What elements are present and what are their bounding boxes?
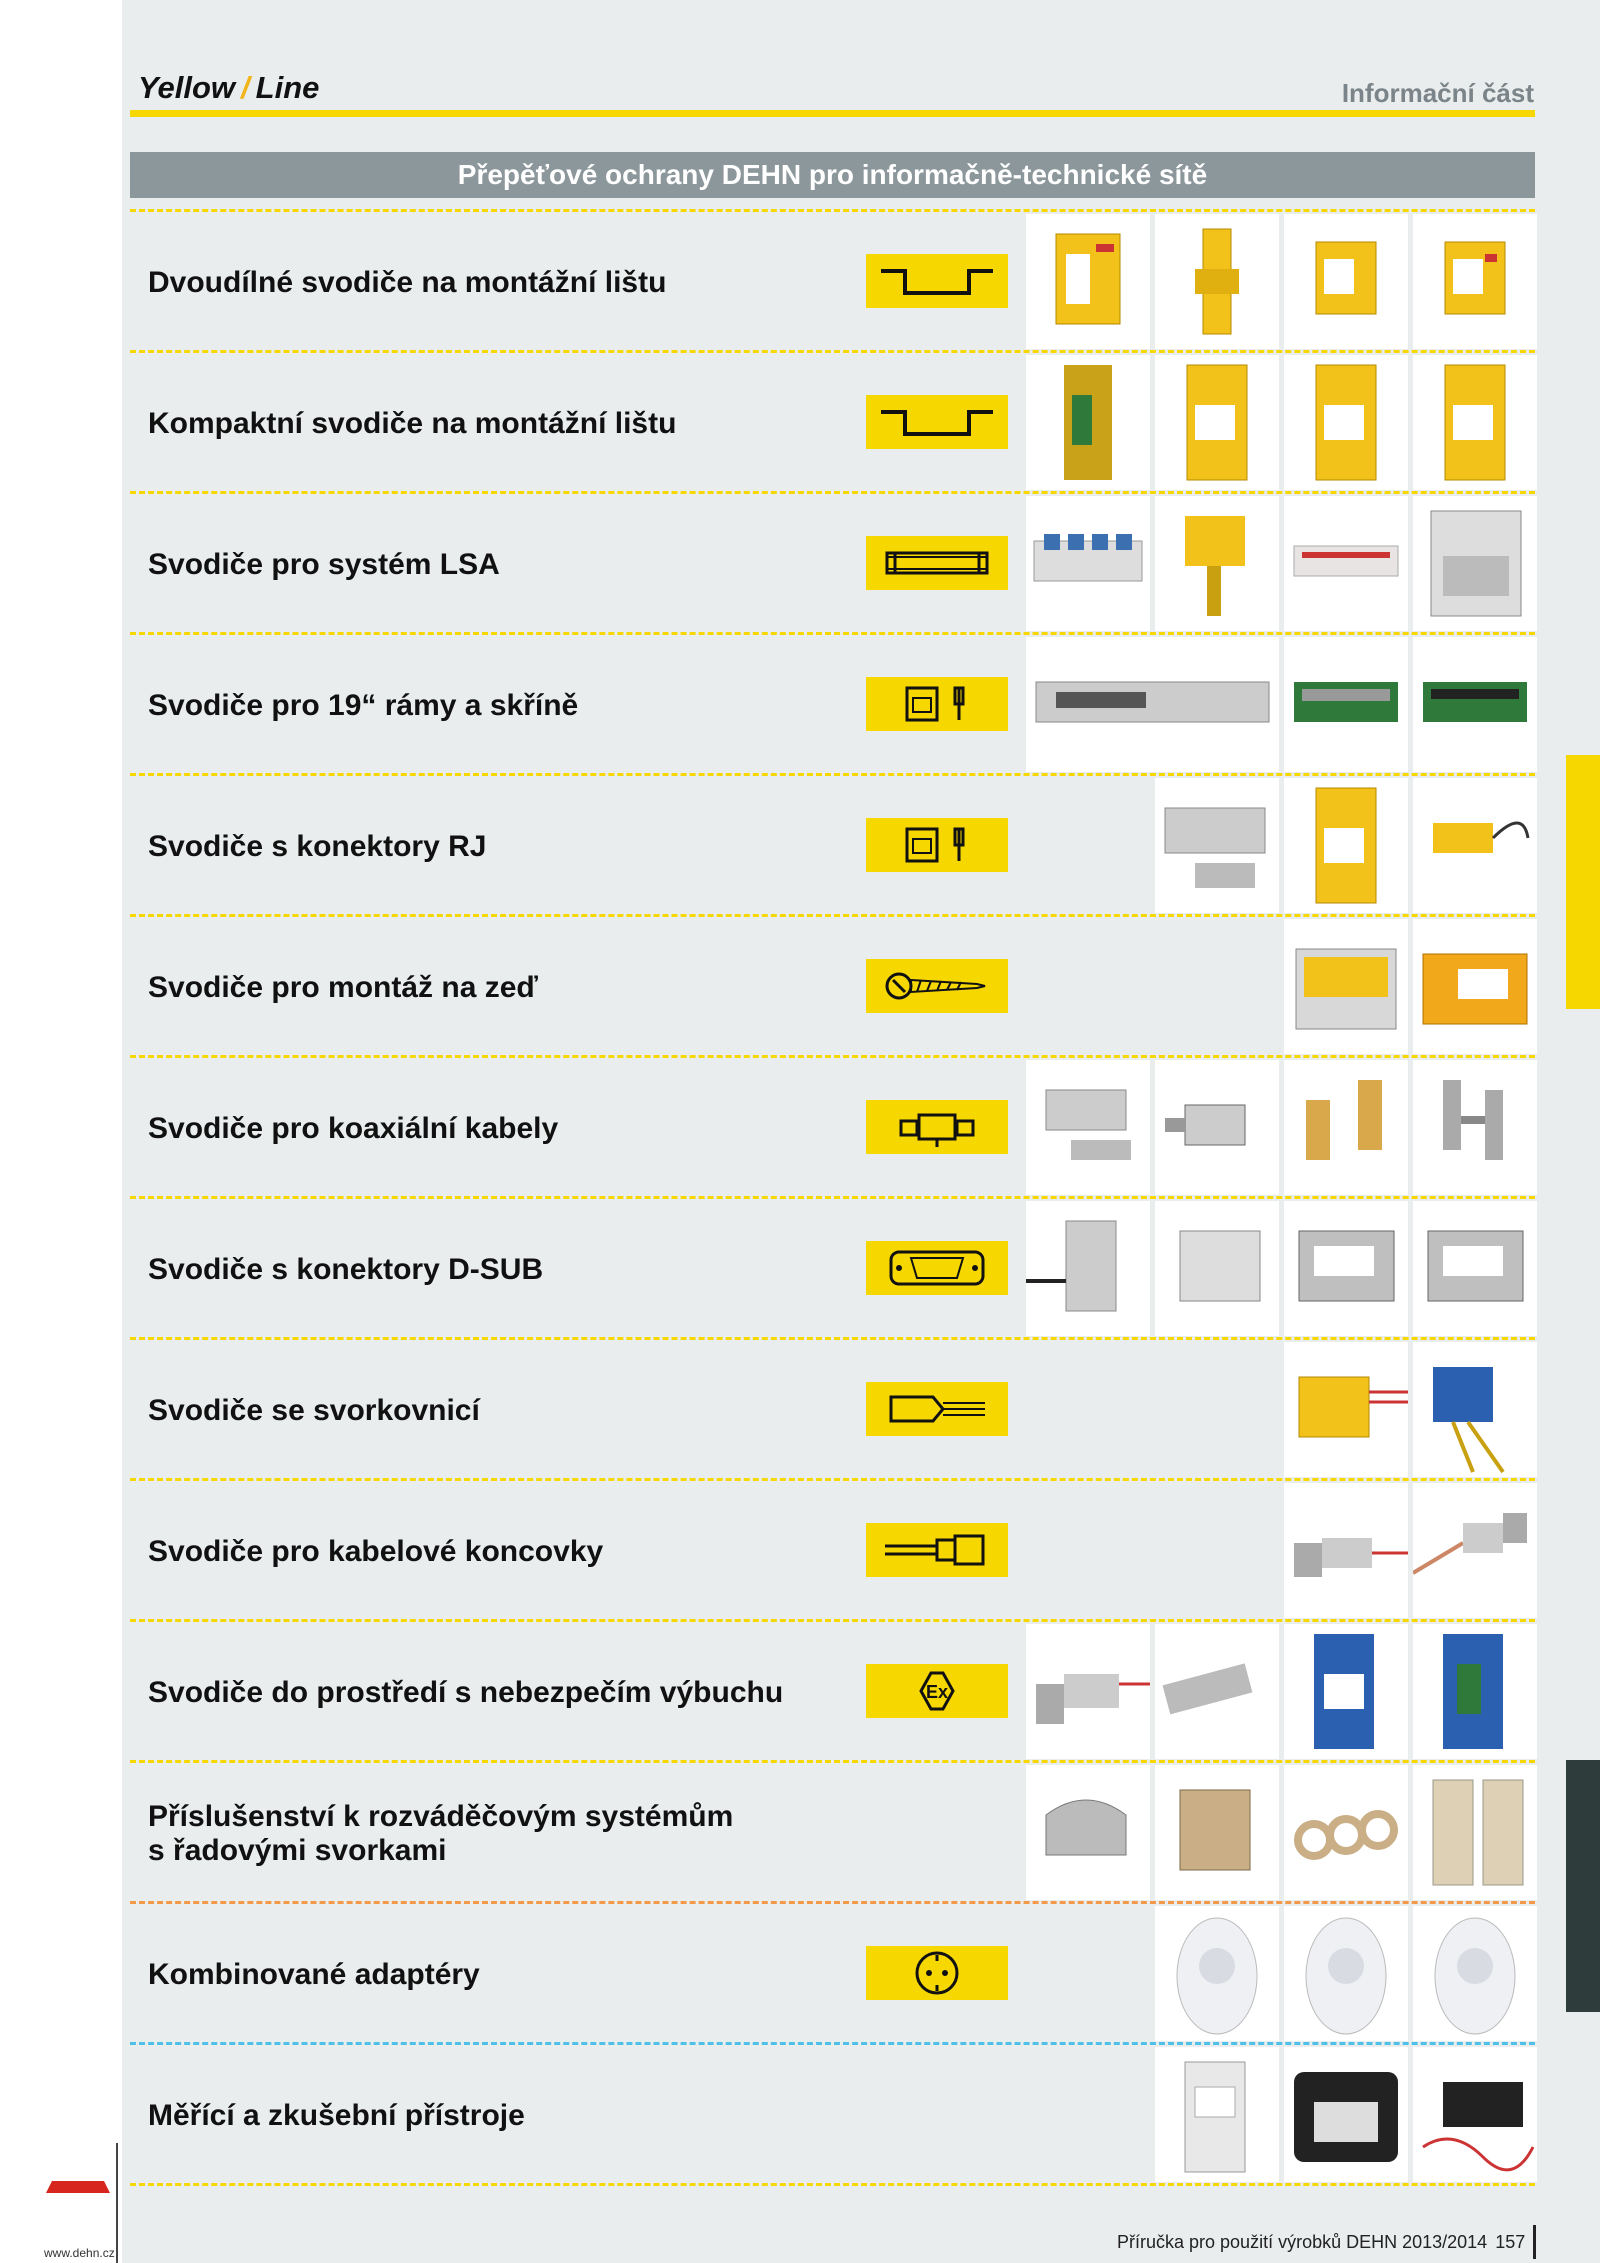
lsa-block-icon — [866, 536, 1008, 590]
row-label-line1: Příslušenství k rozváděčovým systémům — [148, 1799, 734, 1833]
product-image — [1026, 1765, 1150, 1900]
row-label — [148, 1763, 868, 1904]
table-row — [130, 1904, 1535, 2045]
product-image — [1155, 355, 1279, 490]
table-row — [130, 1340, 1535, 1481]
dsub-connector-icon — [866, 1241, 1008, 1295]
product-image — [1026, 1624, 1150, 1759]
rj-socket-plug-icon — [866, 677, 1008, 731]
product-image — [1413, 1201, 1537, 1336]
product-image — [1026, 637, 1279, 772]
product-image — [1284, 1342, 1408, 1477]
product-image — [1413, 778, 1537, 913]
product-image — [1284, 355, 1408, 490]
table-row — [130, 635, 1535, 776]
cable-end-icon — [866, 1523, 1008, 1577]
footer-text — [1117, 2232, 1525, 2253]
product-image — [1413, 637, 1537, 772]
product-image — [1284, 637, 1408, 772]
website-url: www.dehn.cz — [44, 2246, 115, 2260]
product-image — [1155, 1060, 1279, 1195]
din-rail-icon — [866, 395, 1008, 449]
row-label: Svodiče pro kabelové koncovky — [148, 1534, 604, 1568]
product-image — [1284, 1906, 1408, 2041]
terminal-block-icon — [866, 1382, 1008, 1436]
row-label: Svodiče pro systém LSA — [148, 547, 500, 581]
table-row — [130, 917, 1535, 1058]
product-image — [1284, 1624, 1408, 1759]
row-label: Svodiče se svorkovnicí — [148, 1393, 480, 1427]
table-row — [130, 1763, 1535, 1904]
screw-icon — [866, 959, 1008, 1013]
table-row — [130, 1481, 1535, 1622]
table-row — [130, 1622, 1535, 1763]
brand-slash: / — [241, 70, 250, 105]
dehn-logo — [40, 2143, 116, 2203]
product-image — [1413, 1765, 1537, 1900]
table-row — [130, 353, 1535, 494]
product-image — [1413, 919, 1537, 1054]
product-image — [1284, 1060, 1408, 1195]
row-label: Dvoudílné svodiče na montážní lištu — [148, 265, 667, 299]
product-image — [1413, 2047, 1537, 2182]
product-image — [1413, 496, 1537, 631]
product-image — [1284, 1765, 1408, 1900]
product-image — [1284, 496, 1408, 631]
product-image — [1413, 355, 1537, 490]
product-image — [1026, 355, 1150, 490]
page-number: 157 — [1495, 2232, 1526, 2252]
brand-title — [138, 70, 319, 106]
socket-outlet-icon — [866, 1946, 1008, 2000]
product-image — [1413, 1483, 1537, 1618]
table-row — [130, 1058, 1535, 1199]
product-image — [1284, 778, 1408, 913]
product-image — [1413, 214, 1537, 349]
brand-right: Line — [255, 70, 320, 105]
left-margin — [0, 0, 122, 2263]
table-row — [130, 776, 1535, 917]
logo-divider — [116, 2143, 118, 2263]
row-label: Svodiče pro koaxiální kabely — [148, 1111, 559, 1145]
product-image — [1155, 2047, 1279, 2182]
product-image — [1026, 1060, 1150, 1195]
row-label: Svodiče s konektory RJ — [148, 829, 487, 863]
din-rail-icon — [866, 254, 1008, 308]
side-tab — [1566, 1760, 1600, 2012]
table-row — [130, 1199, 1535, 1340]
product-image — [1026, 1201, 1150, 1336]
table-row — [130, 494, 1535, 635]
coax-connector-icon — [866, 1100, 1008, 1154]
product-image — [1284, 1201, 1408, 1336]
product-image — [1155, 1624, 1279, 1759]
product-image — [1284, 1483, 1408, 1618]
row-label: Svodiče pro 19“ rámy a skříně — [148, 688, 579, 722]
product-image — [1413, 1060, 1537, 1195]
product-image — [1284, 214, 1408, 349]
product-image — [1026, 496, 1150, 631]
product-image — [1026, 214, 1150, 349]
product-image — [1155, 778, 1279, 913]
svg-text:Ex: Ex — [925, 1682, 949, 1702]
header-rule — [130, 110, 1535, 117]
row-label-line2: s řadovými svorkami — [148, 1833, 447, 1867]
side-tab — [1566, 755, 1600, 1009]
product-image — [1413, 1906, 1537, 2041]
product-image — [1155, 1906, 1279, 2041]
row-label: Svodiče do prostředí s nebezpečím výbuchu — [148, 1675, 784, 1709]
footer-divider — [1533, 2225, 1536, 2259]
product-image — [1155, 1765, 1279, 1900]
table-title-bar: Přepěťové ochrany DEHN pro informačně-technické sítě — [130, 152, 1535, 198]
product-image — [1284, 919, 1408, 1054]
table-row — [130, 212, 1535, 353]
row-label: Svodiče s konektory D-SUB — [148, 1252, 544, 1286]
product-image — [1413, 1342, 1537, 1477]
footer-publication: Příručka pro použití výrobků DEHN 2013/2014 — [1117, 2232, 1488, 2252]
row-label: Kompaktní svodiče na montážní lištu — [148, 406, 677, 440]
section-title: Informační část — [1341, 78, 1534, 108]
row-label: Svodiče pro montáž na zeď — [148, 970, 538, 1004]
ex-hazard-icon — [866, 1664, 1008, 1718]
row-label: Kombinované adaptéry — [148, 1957, 480, 1991]
product-image — [1284, 2047, 1408, 2182]
product-image — [1413, 1624, 1537, 1759]
table-row — [130, 2045, 1535, 2186]
row-label: Měřící a zkušební přístroje — [148, 2098, 525, 2132]
rj-socket-plug-icon — [866, 818, 1008, 872]
product-image — [1155, 496, 1279, 631]
brand-left: Yellow — [138, 70, 236, 105]
product-image — [1155, 214, 1279, 349]
product-image — [1155, 1201, 1279, 1336]
